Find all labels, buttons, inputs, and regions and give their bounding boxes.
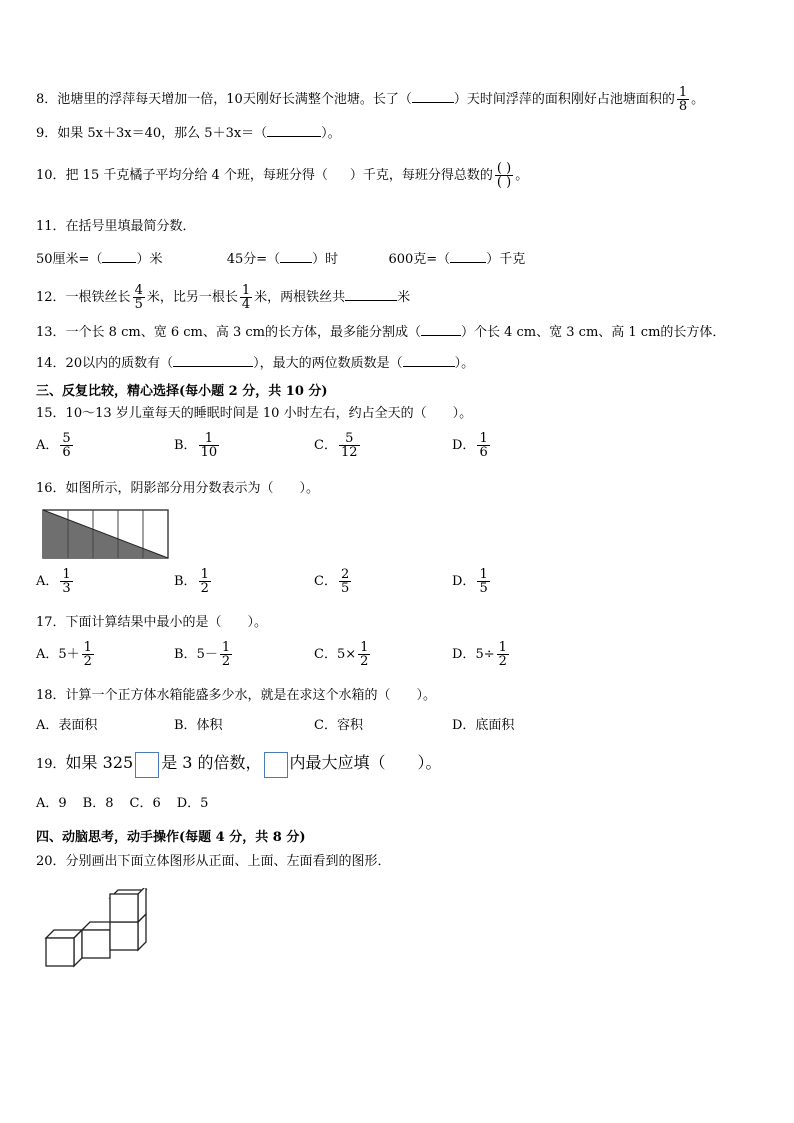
q18-number: 18．: [36, 688, 66, 703]
q10-frac-num[interactable]: ( ): [496, 161, 512, 176]
q18-option-c[interactable]: C．容积: [314, 718, 363, 733]
q18-option-b[interactable]: B．体积: [174, 718, 223, 733]
q9-text-a: 如果 5x＋3x＝40，那么 5＋3x＝（: [57, 126, 268, 141]
q10-text-a: 把 15 千克橘子平均分给 4 个班，每班分得（: [65, 168, 328, 183]
q19-option-c[interactable]: C．6: [129, 796, 161, 811]
q12-f1-den: 5: [134, 297, 143, 312]
q15-option-d[interactable]: D． $\frac{1}{6}$: [452, 431, 488, 460]
q17-option-c[interactable]: C．5× $\frac{1}{2}$: [314, 640, 369, 669]
q8-blank[interactable]: [412, 90, 454, 103]
q13-number: 13．: [36, 325, 66, 340]
question-11-items: [36, 250, 525, 269]
q16-number: 16．: [36, 481, 66, 496]
q12-f2-den: 4: [241, 297, 251, 312]
q11-c-blank[interactable]: [450, 250, 486, 263]
q19-text-c: 内最大应填（ ）。: [289, 753, 442, 772]
q13-text-a: 一个长 8 cm、宽 6 cm、高 3 cm的长方体，最多能分割成（: [65, 325, 421, 340]
q19-option-a[interactable]: A．9: [36, 796, 67, 811]
q11-b-end: ）时: [312, 252, 339, 267]
q20-text: 分别画出下面立体图形从正面、上面、左面看到的图形．: [65, 854, 391, 869]
q12-blank[interactable]: [345, 288, 397, 301]
q10-text-b: ）千克，每班分得总数的: [349, 168, 493, 183]
q8-frac-num: 1: [678, 85, 688, 100]
q11-c-text: 600克=（: [388, 252, 451, 267]
q10-fraction[interactable]: [495, 162, 513, 189]
section-3-heading: 三、反复比较，精心选择(每小题 2 分，共 10 分): [36, 384, 328, 399]
q11-b-text: 45分=（: [226, 252, 281, 267]
q14-text-b: ），最大的两位数质数是（: [253, 356, 403, 371]
question-17: [36, 614, 267, 632]
q14-blank-2[interactable]: [403, 354, 455, 367]
cube-1-front: [46, 938, 74, 966]
q18-option-d[interactable]: D．底面积: [452, 718, 515, 733]
cube-4-front: [110, 894, 138, 922]
q8-number: 8．: [36, 92, 58, 107]
question-14: [36, 354, 474, 373]
q16-option-d[interactable]: D． $\frac{1}{5}$: [452, 567, 488, 596]
cube-2-front: [82, 930, 110, 958]
q19-options: [36, 795, 208, 813]
q8-end: 。: [691, 92, 705, 107]
q12-text-d: 米: [397, 290, 411, 305]
q15-text: 10～13 岁儿童每天的睡眠时间是 10 小时左右，约占全天的（ ）。: [65, 406, 473, 421]
q20-cube-figure: [40, 888, 152, 970]
q15-option-a[interactable]: A． $\frac{5}{6}$: [36, 431, 71, 460]
q9-number: 9．: [36, 126, 58, 141]
q10-frac-den[interactable]: ( ): [496, 175, 512, 190]
q9-text-b: ）。: [321, 126, 341, 141]
q14-number: 14．: [36, 356, 66, 371]
question-19: [36, 750, 442, 778]
q17-text: 下面计算结果中最小的是（ ）。: [65, 615, 268, 630]
q10-number: 10．: [36, 168, 66, 183]
q17-option-d[interactable]: D．5÷ $\frac{1}{2}$: [452, 640, 507, 669]
q11-number: 11．: [36, 219, 66, 234]
q12-text-b: 米，比另一根长: [146, 290, 238, 305]
q15-option-b[interactable]: B． $\frac{1}{10}$: [174, 431, 218, 460]
question-16: [36, 480, 319, 498]
q12-text-c: 米，两根铁丝共: [254, 290, 346, 305]
q8-fraction: [677, 86, 689, 113]
q20-number: 20．: [36, 854, 66, 869]
q18-option-a[interactable]: A．表面积: [36, 718, 98, 733]
q12-number: 12．: [36, 290, 66, 305]
q11-a-blank[interactable]: [102, 250, 136, 263]
question-8: [36, 86, 704, 113]
section-4-heading: 四、动脑思考，动手操作(每题 4 分，共 8 分): [36, 830, 306, 845]
q11-c-end: ）千克: [486, 252, 526, 267]
q16-option-b[interactable]: B． $\frac{1}{2}$: [174, 567, 209, 596]
q16-figure: [42, 509, 170, 560]
q11-b-blank[interactable]: [280, 250, 312, 263]
question-10: [36, 162, 528, 189]
q8-text-a: 池塘里的浮萍每天增加一倍，10天刚好长满整个池塘。长了（: [57, 92, 412, 107]
question-12: [36, 284, 410, 311]
question-20: [36, 853, 391, 871]
q12-text-a: 一根铁丝长: [65, 290, 131, 305]
q14-blank-1[interactable]: [173, 354, 253, 367]
q11-a-text: 50厘米=（: [36, 252, 103, 267]
cube-3-front: [110, 922, 138, 950]
q10-end: 。: [515, 168, 529, 183]
q15-option-c[interactable]: C． $\frac{5}{12}$: [314, 431, 358, 460]
q19-digit-box-2[interactable]: [264, 752, 288, 778]
q9-blank[interactable]: [267, 124, 321, 137]
q19-number: 19．: [36, 757, 66, 772]
q19-text-b: 是 3 的倍数，: [161, 753, 262, 772]
q12-f1-num: 4: [134, 283, 143, 298]
q13-text-b: ）个长 4 cm、宽 3 cm、高 1 cm的长方体．: [460, 325, 726, 340]
question-18: [36, 687, 436, 705]
q12-fraction-2: [240, 284, 252, 311]
q8-text-b: ）天时间浮萍的面积刚好占池塘面积的: [453, 92, 675, 107]
q16-text: 如图所示，阴影部分用分数表示为（ ）。: [65, 481, 320, 496]
q17-option-b[interactable]: B．5－ $\frac{1}{2}$: [174, 640, 231, 669]
q11-text: 在括号里填最简分数．: [65, 219, 196, 234]
question-9: [36, 124, 341, 143]
q13-blank[interactable]: [421, 323, 461, 336]
q8-frac-den: 8: [678, 99, 688, 114]
q15-number: 15．: [36, 406, 66, 421]
q18-text: 计算一个正方体水箱能盛多少水，就是在求这个水箱的（ ）。: [65, 688, 437, 703]
question-13: [36, 323, 725, 342]
q17-number: 17．: [36, 615, 66, 630]
question-11: [36, 218, 196, 236]
q17-option-a[interactable]: A．5＋ $\frac{1}{2}$: [36, 640, 92, 669]
q19-option-d[interactable]: D．5: [176, 796, 209, 811]
q14-text-c: ）。: [454, 356, 475, 371]
q19-option-b[interactable]: B．8: [82, 796, 114, 811]
q14-text-a: 20以内的质数有（: [65, 356, 174, 371]
q11-a-end: ）米: [136, 252, 163, 267]
question-15: [36, 405, 472, 423]
q16-option-a[interactable]: A． $\frac{1}{3}$: [36, 567, 71, 596]
q19-digit-box-1[interactable]: [135, 752, 159, 778]
q12-fraction-1: [133, 284, 145, 311]
q12-f2-num: 1: [241, 283, 251, 298]
q16-option-c[interactable]: C． $\frac{2}{5}$: [314, 567, 350, 596]
q19-text-a: 如果 325: [65, 753, 134, 772]
